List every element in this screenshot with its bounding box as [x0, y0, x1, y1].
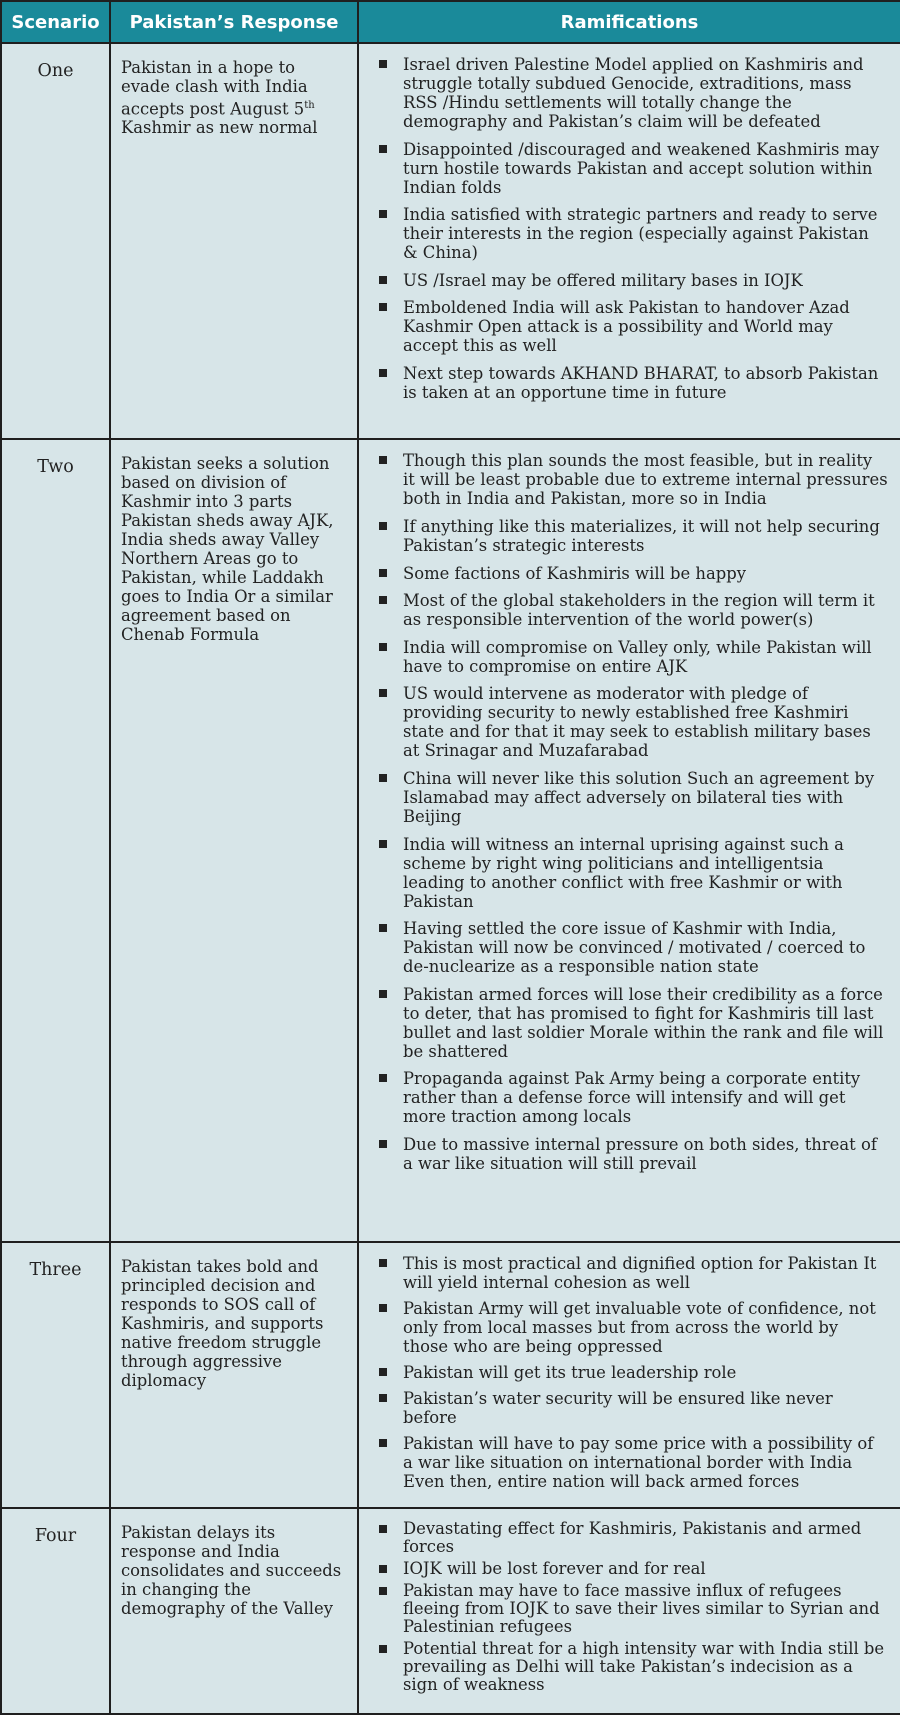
scenario-row-four [1, 1508, 900, 1714]
ramification-item: Though this plan sounds the most feasible, but in reality it will be least probable due to extreme internal pressures both in India and Pakistan, more so in India [375, 451, 888, 508]
scenario-label: One [1, 43, 110, 439]
ramification-item: India satisfied with strategic partners and ready to serve their interests in the region (especially against Pakistan & China) [375, 205, 888, 262]
ramifications-cell [358, 1242, 900, 1508]
ramification-item: Devastating effect for Kashmiris, Pakistanis and armed forces [375, 1520, 888, 1556]
ramification-item: US /Israel may be offered military bases in IOJK [375, 271, 888, 290]
ramifications-cell [358, 1508, 900, 1714]
ramification-item: Potential threat for a high intensity war with India still be prevailing as Delhi will take Pakistan’s indecision as a sign of weakness [375, 1640, 888, 1694]
header-ramifications: Ramifications [358, 1, 900, 43]
scenario-row-two [1, 439, 900, 1242]
response-text: Pakistan seeks a solution based on division of Kashmir into 3 parts Pakistan sheds away AJK, India sheds away Valley Northern Areas go to Pakistan, while Laddakh goes to India Or a similar agreement based on Chenab Formula [110, 439, 358, 1242]
ramification-item: Due to massive internal pressure on both sides, threat of a war like situation will still prevail [375, 1135, 888, 1173]
ramification-item: Pakistan will get its true leadership role [375, 1363, 888, 1382]
ramification-item: China will never like this solution Such an agreement by Islamabad may affect adversely on bilateral ties with Beijing [375, 769, 888, 826]
ramifications-list [375, 451, 888, 1173]
ramification-item: Pakistan Army will get invaluable vote of confidence, not only from local masses but from across the world by those who are being oppressed [375, 1299, 888, 1356]
ramification-item: US would intervene as moderator with pledge of providing security to newly established free Kashmiri state and for that it may seek to establish military bases at Srinagar and Muzafarabad [375, 684, 888, 760]
scenario-label: Two [1, 439, 110, 1242]
scenario-label: Three [1, 1242, 110, 1508]
superscript-th: th [304, 100, 315, 111]
response-text-part: Kashmir as new normal [121, 118, 318, 138]
ramifications-cell [358, 439, 900, 1242]
ramification-item: Israel driven Palestine Model applied on Kashmiris and struggle totally subdued Genocide, extraditions, mass RSS /Hindu settlements will totally change the demography and Pakistan’s claim will be defeated [375, 55, 888, 131]
ramification-item: Most of the global stakeholders in the region will term it as responsible intervention of the world power(s) [375, 591, 888, 629]
ramifications-list [375, 55, 888, 402]
ramifications-cell [358, 43, 900, 439]
header-row [1, 1, 900, 43]
response-text: Pakistan takes bold and principled decision and responds to SOS call of Kashmiris, and supports native freedom struggle through aggressive diplomacy [110, 1242, 358, 1508]
response-text [110, 43, 358, 439]
ramification-item: Next step towards AKHAND BHARAT, to absorb Pakistan is taken at an opportune time in future [375, 364, 888, 402]
response-text: Pakistan delays its response and India consolidates and succeeds in changing the demography of the Valley [110, 1508, 358, 1714]
ramification-item: Pakistan may have to face massive influx of refugees fleeing from IOJK to save their lives similar to Syrian and Palestinian refugees [375, 1582, 888, 1636]
ramification-item: Pakistan armed forces will lose their credibility as a force to deter, that has promised to fight for Kashmiris till last bullet and last soldier Morale within the rank and file will be shattered [375, 985, 888, 1061]
ramification-item: India will witness an internal uprising against such a scheme by right wing politicians and intelligentsia leading to another conflict with free Kashmir or with Pakistan [375, 835, 888, 911]
ramifications-list [375, 1254, 888, 1491]
ramification-item: Emboldened India will ask Pakistan to handover Azad Kashmir Open attack is a possibility and World may accept this as well [375, 298, 888, 355]
ramification-item: India will compromise on Valley only, while Pakistan will have to compromise on entire AJK [375, 638, 888, 676]
ramification-item: This is most practical and dignified option for Pakistan It will yield internal cohesion as well [375, 1254, 888, 1292]
scenario-label: Four [1, 1508, 110, 1714]
ramification-item: Pakistan’s water security will be ensured like never before [375, 1389, 888, 1427]
ramification-item: Some factions of Kashmiris will be happy [375, 564, 888, 583]
ramification-item: IOJK will be lost forever and for real [375, 1560, 888, 1578]
ramifications-list [375, 1520, 888, 1694]
header-scenario: Scenario [1, 1, 110, 43]
ramification-item: Having settled the core issue of Kashmir with India, Pakistan will now be convinced / motivated / coerced to de-nuclearize as a responsible nation state [375, 919, 888, 976]
ramification-item: Pakistan will have to pay some price with a possibility of a war like situation on international border with India Even then, entire nation will back armed forces [375, 1434, 888, 1491]
ramification-item: Propaganda against Pak Army being a corporate entity rather than a defense force will intensify and will get more traction among locals [375, 1069, 888, 1126]
ramification-item: If anything like this materializes, it will not help securing Pakistan’s strategic interests [375, 517, 888, 555]
header-response: Pakistan’s Response [110, 1, 358, 43]
scenario-row-three [1, 1242, 900, 1508]
scenario-row-one [1, 43, 900, 439]
ramification-item: Disappointed /discouraged and weakened Kashmiris may turn hostile towards Pakistan and accept solution within Indian folds [375, 140, 888, 197]
response-text-part: Pakistan in a hope to evade clash with India accepts post August 5 [121, 58, 308, 119]
